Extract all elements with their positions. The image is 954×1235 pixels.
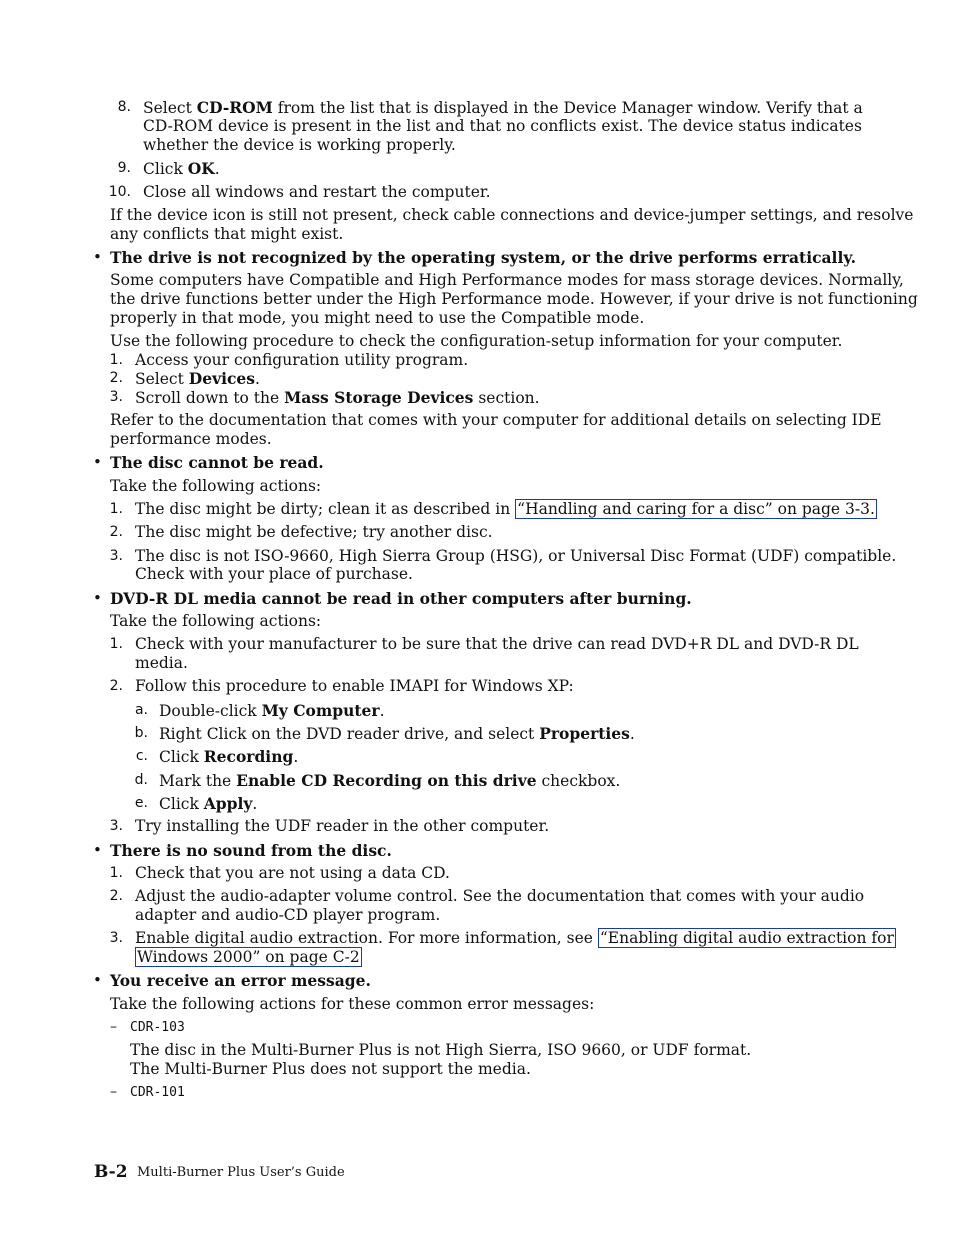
step-number: 2. bbox=[109, 888, 123, 904]
step-text: Try installing the UDF reader in the other computer. bbox=[135, 817, 550, 835]
step-number: 9. bbox=[117, 160, 131, 176]
paragraph: Some computers have Compatible and High Performance modes for mass storage devices. Normally, bbox=[110, 271, 904, 289]
paragraph: properly in that mode, you might need to use the Compatible mode. bbox=[110, 309, 645, 327]
step-text: Enable digital audio extraction. For more information, see “Enabling digital audio extraction for bbox=[135, 929, 894, 947]
step-number: 3. bbox=[109, 818, 123, 834]
step-text: CD-ROM device is present in the list and that no conflicts exist. The device status indicates bbox=[143, 117, 862, 135]
paragraph: the drive functions better under the High Performance mode. However, if your drive is not functioning bbox=[110, 290, 918, 308]
error-code: CDR-103 bbox=[130, 1020, 185, 1035]
error-description: The disc in the Multi-Burner Plus is not High Sierra, ISO 9660, or UDF format. bbox=[130, 1041, 752, 1059]
step-text: The disc might be dirty; clean it as described in “Handling and caring for a disc” on page 3-3. bbox=[135, 500, 875, 518]
step-number: 2. bbox=[109, 524, 123, 540]
step-text: Check with your manufacturer to be sure that the drive can read DVD+R DL and DVD-R DL bbox=[135, 635, 859, 653]
step-number: 10. bbox=[108, 184, 131, 200]
step-text: Access your configuration utility program. bbox=[135, 351, 469, 369]
step-text: Check that you are not using a data CD. bbox=[135, 864, 450, 882]
step-number: 1. bbox=[109, 865, 123, 881]
substep-letter: c. bbox=[135, 748, 148, 764]
bullet-heading: The disc cannot be read. bbox=[110, 453, 324, 472]
step-number: 1. bbox=[109, 501, 123, 517]
substep-text: Click Recording. bbox=[159, 747, 299, 766]
step-text: Follow this procedure to enable IMAPI for Windows XP: bbox=[135, 677, 574, 695]
step-text bbox=[135, 948, 362, 967]
paragraph: Take the following actions: bbox=[110, 477, 322, 495]
bullet-heading: The drive is not recognized by the operating system, or the drive performs erratically. bbox=[110, 248, 856, 267]
substep-text: Mark the Enable CD Recording on this drive checkbox. bbox=[159, 771, 621, 790]
step-text: Select Devices. bbox=[135, 369, 260, 388]
footer-title: Multi-Burner Plus User’s Guide bbox=[137, 1165, 345, 1180]
substep-letter: b. bbox=[134, 725, 148, 741]
substep-letter: e. bbox=[134, 795, 148, 811]
step-text: Check with your place of purchase. bbox=[135, 565, 413, 583]
paragraph: any conflicts that might exist. bbox=[110, 225, 344, 243]
paragraph: Use the following procedure to check the configuration-setup information for your computer. bbox=[110, 332, 843, 350]
paragraph: Take the following actions for these common error messages: bbox=[110, 995, 595, 1013]
step-number: 3. bbox=[109, 930, 123, 946]
step-number: 1. bbox=[109, 636, 123, 652]
cross-reference-link[interactable]: “Handling and caring for a disc” on page 3-3. bbox=[517, 500, 875, 518]
page-number: B-2 bbox=[94, 1162, 128, 1182]
paragraph: Refer to the documentation that comes with your computer for additional details on selecting IDE bbox=[110, 411, 882, 429]
step-text: Close all windows and restart the computer. bbox=[143, 183, 491, 201]
step-number: 8. bbox=[117, 99, 131, 115]
step-text: The disc might be defective; try another disc. bbox=[135, 523, 493, 541]
list-dash: – bbox=[110, 1084, 117, 1100]
error-code: CDR-101 bbox=[130, 1085, 185, 1100]
step-text: media. bbox=[135, 654, 188, 672]
error-description: The Multi-Burner Plus does not support the media. bbox=[130, 1060, 531, 1078]
step-text: Adjust the audio-adapter volume control. See the documentation that comes with your audio bbox=[135, 887, 865, 905]
bullet-heading: You receive an error message. bbox=[110, 971, 371, 990]
bullet-mark: • bbox=[93, 841, 102, 859]
substep-text: Click Apply. bbox=[159, 794, 258, 813]
bullet-heading: DVD-R DL media cannot be read in other computers after burning. bbox=[110, 589, 692, 608]
bullet-mark: • bbox=[93, 589, 102, 607]
cross-reference-link[interactable]: “Enabling digital audio extraction for bbox=[599, 929, 894, 947]
step-number: 2. bbox=[109, 678, 123, 694]
substep-text: Double-click My Computer. bbox=[159, 701, 385, 720]
step-number: 3. bbox=[109, 548, 123, 564]
bullet-mark: • bbox=[93, 971, 102, 989]
step-text: adapter and audio-CD player program. bbox=[135, 906, 441, 924]
bullet-heading: There is no sound from the disc. bbox=[110, 841, 392, 860]
step-number: 1. bbox=[109, 352, 123, 368]
paragraph: performance modes. bbox=[110, 430, 272, 448]
substep-text: Right Click on the DVD reader drive, and select Properties. bbox=[159, 724, 635, 743]
bullet-mark: • bbox=[93, 248, 102, 266]
paragraph: Take the following actions: bbox=[110, 612, 322, 630]
substep-letter: a. bbox=[134, 702, 148, 718]
step-number: 2. bbox=[109, 370, 123, 386]
list-dash: – bbox=[110, 1019, 117, 1035]
step-number: 3. bbox=[109, 389, 123, 405]
step-text: whether the device is working properly. bbox=[143, 136, 456, 154]
paragraph: If the device icon is still not present, check cable connections and device-jumper settings, and resolve bbox=[110, 206, 914, 224]
bullet-mark: • bbox=[93, 453, 102, 471]
step-text: Click OK. bbox=[143, 159, 220, 178]
step-text: Select CD-ROM from the list that is displayed in the Device Manager window. Verify that a bbox=[143, 98, 863, 117]
step-text: Scroll down to the Mass Storage Devices section. bbox=[135, 388, 540, 407]
cross-reference-link-continued[interactable]: Windows 2000” on page C-2 bbox=[137, 948, 360, 966]
substep-letter: d. bbox=[134, 772, 148, 788]
step-text: The disc is not ISO-9660, High Sierra Group (HSG), or Universal Disc Format (UDF) compatible. bbox=[135, 547, 897, 565]
